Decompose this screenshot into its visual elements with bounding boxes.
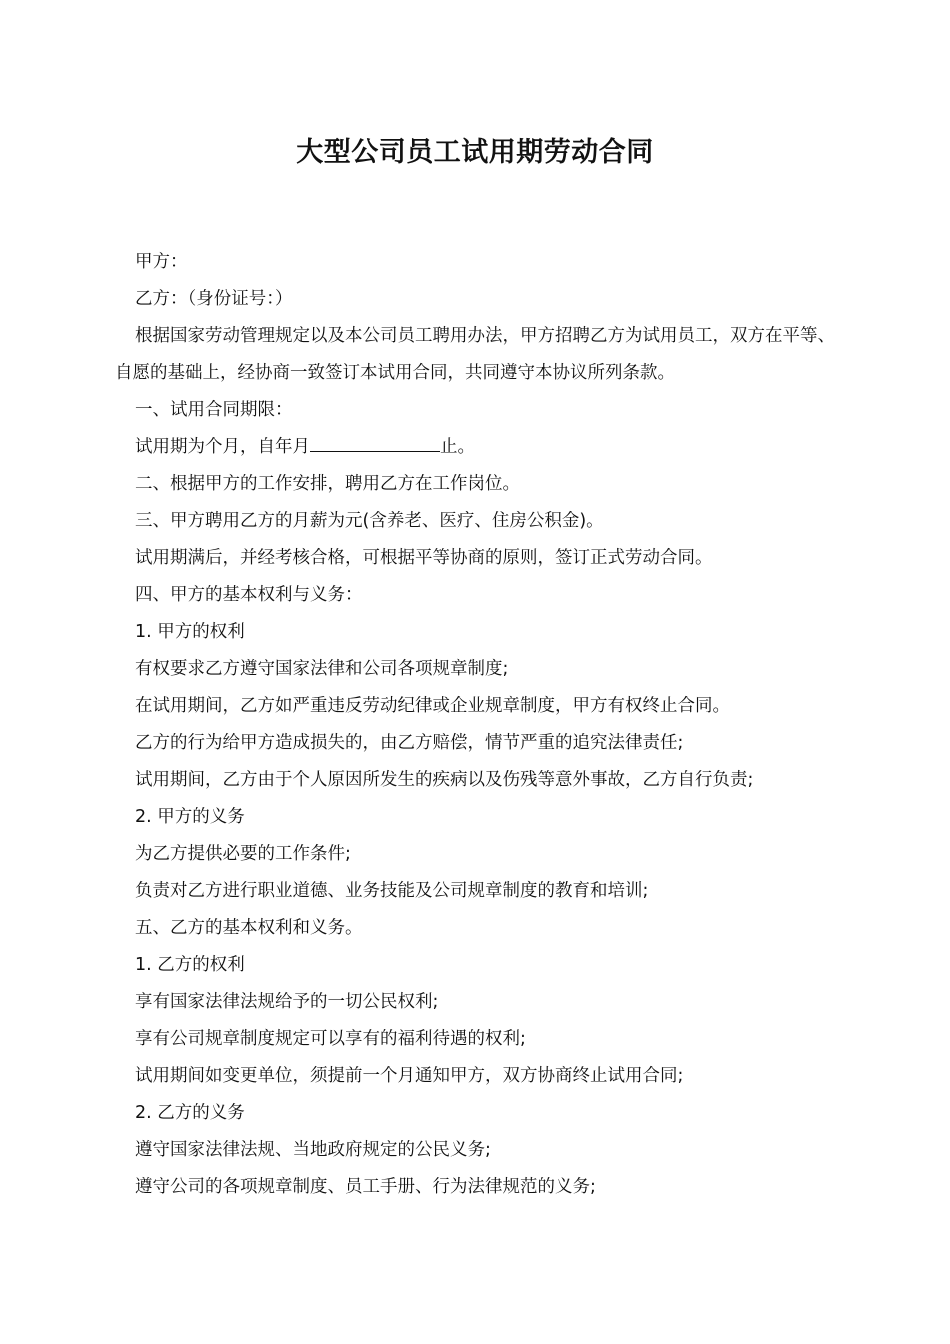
section-4-title: 四、甲方的基本权利与义务： <box>135 585 363 605</box>
section-5-2: 2. 乙方的义务 <box>135 1103 245 1123</box>
section-1-term <box>115 429 835 466</box>
party-b: 乙方：（身份证号：） <box>135 289 293 309</box>
section-5-1-c: 试用期间如变更单位，须提前一个月通知甲方，双方协商终止试用合同; <box>135 1066 684 1086</box>
party-a: 甲方： <box>135 252 188 272</box>
section-3-b: 试用期满后，并经考核合格，可根据平等协商的原则，签订正式劳动合同。 <box>135 548 713 568</box>
section-4-2: 2. 甲方的义务 <box>135 807 245 827</box>
section-5-title: 五、乙方的基本权利和义务。 <box>135 918 363 938</box>
section-5-1-a: 享有国家法律法规给予的一切公民权利; <box>135 992 439 1012</box>
section-5-2-b: 遵守公司的各项规章制度、员工手册、行为法律规范的义务; <box>135 1177 596 1197</box>
section-4-1-a: 有权要求乙方遵守国家法律和公司各项规章制度; <box>135 659 509 679</box>
blank-underline <box>310 435 440 452</box>
section-4-2-b: 负责对乙方进行职业道德、业务技能及公司规章制度的教育和培训; <box>135 881 649 901</box>
section-2: 二、根据甲方的工作安排，聘用乙方在工作岗位。 <box>135 474 520 494</box>
section-1-title: 一、试用合同期限： <box>135 400 293 420</box>
section-4-1: 1. 甲方的权利 <box>135 622 245 642</box>
section-5-2-a: 遵守国家法律法规、当地政府规定的公民义务; <box>135 1140 491 1160</box>
document-title: 大型公司员工试用期劳动合同 <box>296 137 654 168</box>
section-4-1-d: 试用期间，乙方由于个人原因所发生的疾病以及伤残等意外事故，乙方自行负责; <box>135 770 754 790</box>
section-4-2-a: 为乙方提供必要的工作条件; <box>135 844 351 864</box>
section-3: 三、甲方聘用乙方的月薪为元(含养老、医疗、住房公积金)。 <box>135 511 604 531</box>
section-4-1-b: 在试用期间，乙方如严重违反劳动纪律或企业规章制度，甲方有权终止合同。 <box>135 696 730 716</box>
section-5-1: 1. 乙方的权利 <box>135 955 245 975</box>
intro-paragraph: 根据国家劳动管理规定以及本公司员工聘用办法，甲方招聘乙方为试用员工，双方在平等、自愿的基础上，经协商一致签订本试用合同，共同遵守本协议所列条款。 <box>115 326 835 383</box>
section-1-term-b: 止。 <box>440 437 475 457</box>
section-4-1-c: 乙方的行为给甲方造成损失的，由乙方赔偿，情节严重的追究法律责任; <box>135 733 684 753</box>
section-1-term-a: 试用期为个月，自年月 <box>135 437 310 457</box>
section-5-1-b: 享有公司规章制度规定可以享有的福利待遇的权利; <box>135 1029 526 1049</box>
document-body <box>115 244 835 1206</box>
